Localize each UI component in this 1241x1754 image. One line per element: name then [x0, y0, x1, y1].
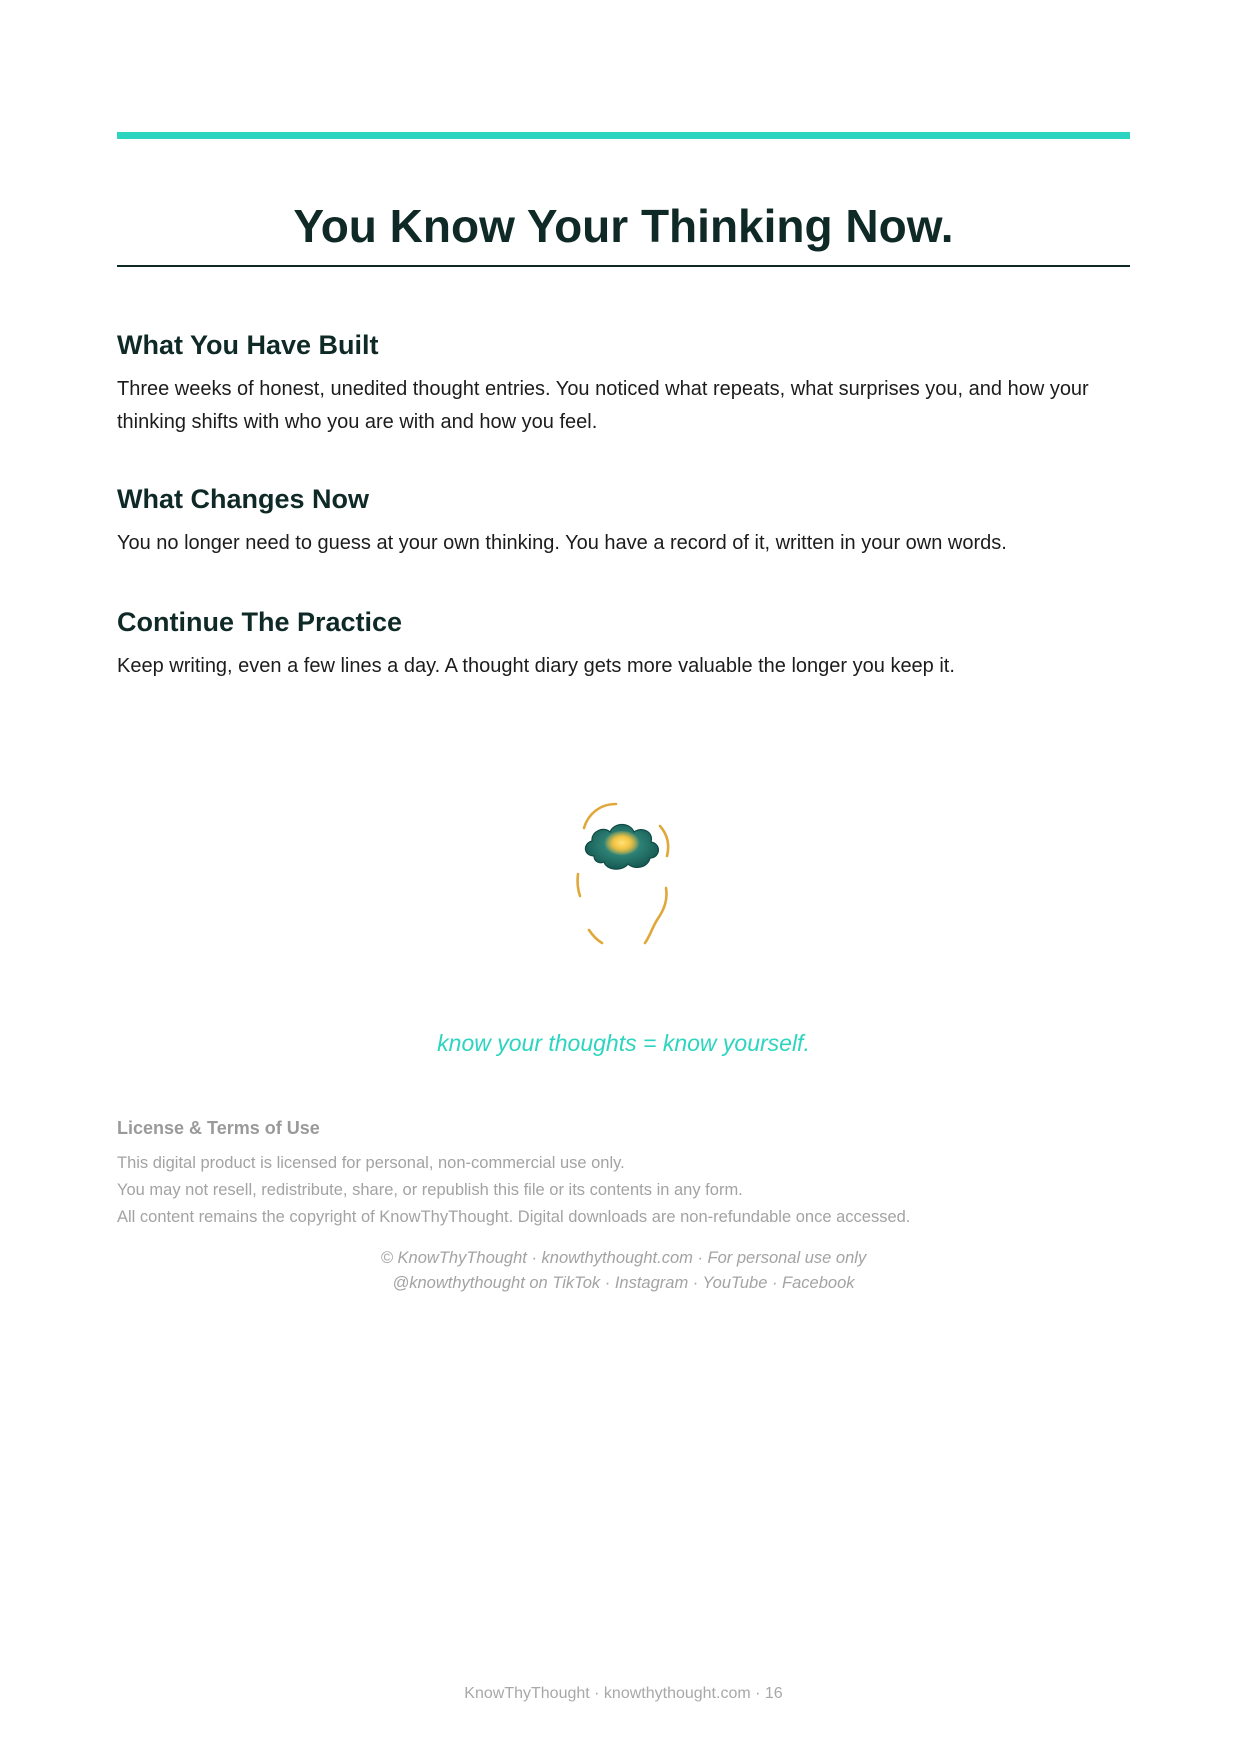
license-heading: License & Terms of Use — [117, 1118, 320, 1138]
section-heading: What Changes Now — [117, 484, 370, 514]
top-accent-rule — [117, 132, 1130, 139]
page-footer: KnowThyThought · knowthythought.com · 16 — [464, 1685, 783, 1702]
tagline: know your thoughts = know yourself. — [437, 1030, 810, 1056]
section-body: You no longer need to guess at your own thinking. You have a record of it, written in your own words. — [117, 532, 1007, 554]
social-handles-line: @knowthythought on TikTok · Instagram · YouTube · Facebook — [392, 1274, 855, 1292]
license-line: You may not resell, redistribute, share, or republish this file or its contents in any form. — [117, 1181, 743, 1199]
license-block — [117, 1116, 1130, 1231]
section-what-you-have-built — [117, 328, 1130, 439]
credits-block — [117, 1246, 1130, 1296]
section-heading: Continue The Practice — [117, 607, 403, 637]
section-body: Keep writing, even a few lines a day. A thought diary gets more valuable the longer you keep it. — [117, 655, 955, 677]
section-continue-the-practice — [117, 605, 1130, 683]
head-with-thought-cloud-icon — [560, 800, 690, 966]
thought-cloud-icon — [585, 825, 658, 870]
title-divider — [117, 265, 1130, 267]
license-line: This digital product is licensed for personal, non-commercial use only. — [117, 1154, 625, 1172]
page-title: You Know Your Thinking Now. — [293, 200, 954, 252]
copyright-line: © KnowThyThought · knowthythought.com · For personal use only — [380, 1249, 867, 1267]
section-heading: What You Have Built — [117, 330, 379, 360]
section-body: Three weeks of honest, unedited thought entries. You noticed what repeats, what surprises you, and how your thinking shifts with who you are with and how you feel. — [117, 378, 1089, 433]
license-line: All content remains the copyright of KnowThyThought. Digital downloads are non-refundable once accessed. — [117, 1208, 911, 1226]
section-what-changes-now — [117, 482, 1130, 560]
